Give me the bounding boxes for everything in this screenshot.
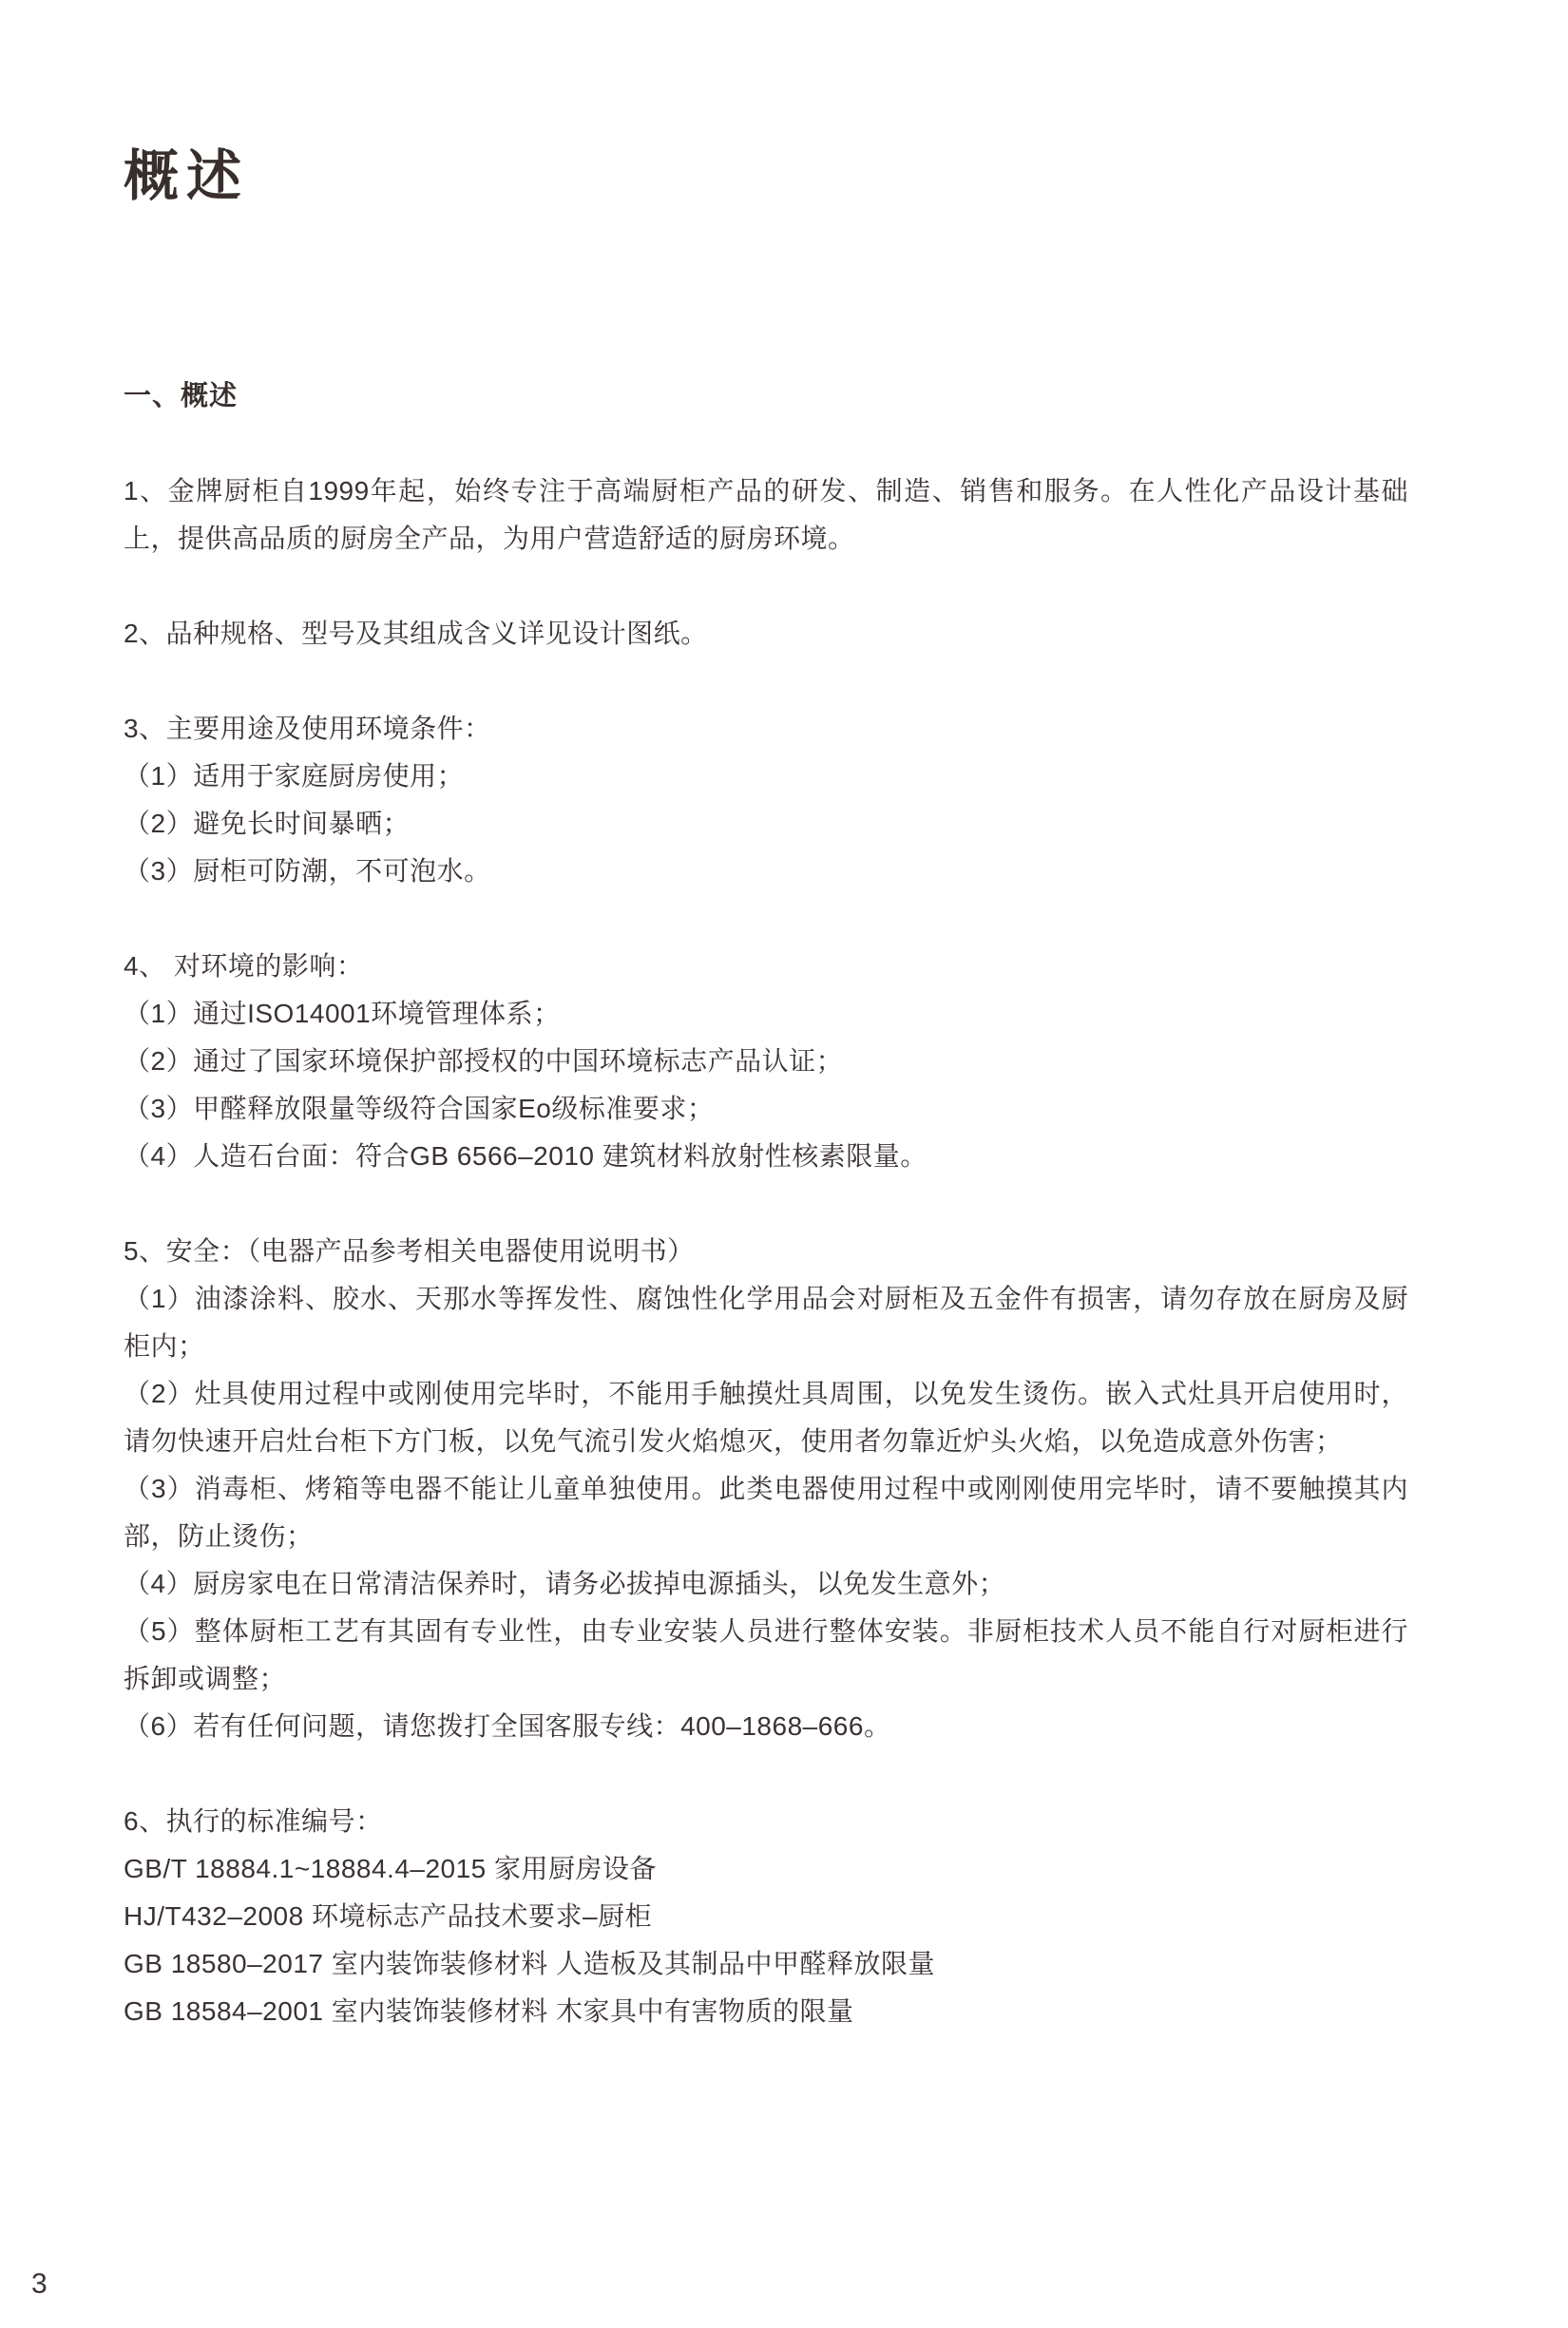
page-number: 3 bbox=[31, 2268, 48, 2299]
list-heading: 3、主要用途及使用环境条件： bbox=[124, 714, 491, 743]
block-standards bbox=[124, 1798, 1408, 2035]
page-content bbox=[124, 0, 1408, 2035]
list-item: （2）避免长时间暴晒； bbox=[124, 809, 411, 838]
standard-item: GB/T 18884.1~18884.4–2015 家用厨房设备 bbox=[124, 1854, 658, 1883]
standard-item: HJ/T432–2008 环境标志产品技术要求–厨柜 bbox=[124, 1901, 653, 1931]
list-item: （3）消毒柜、烤箱等电器不能让儿童单独使用。此类电器使用过程中或刚刚使用完毕时，请不要触摸其内部，防止烫伤； bbox=[124, 1474, 1408, 1551]
list-item: （2）灶具使用过程中或刚使用完毕时，不能用手触摸灶具周围，以免发生烫伤。嵌入式灶具开启使用时，请勿快速开启灶台柜下方门板，以免气流引发火焰熄灭，使用者勿靠近炉头火焰，以免造成意外伤害； bbox=[124, 1379, 1408, 1456]
list-item: （1）油漆涂料、胶水、天那水等挥发性、腐蚀性化学用品会对厨柜及五金件有损害，请勿存放在厨房及厨柜内； bbox=[124, 1284, 1408, 1361]
list-item: （1）适用于家庭厨房使用； bbox=[124, 761, 465, 791]
block-safety bbox=[124, 1228, 1408, 1750]
list-heading: 6、执行的标准编号： bbox=[124, 1806, 383, 1836]
list-item: （4）人造石台面：符合GB 6566–2010 建筑材料放射性核素限量。 bbox=[124, 1141, 927, 1171]
paragraph: 1、金牌厨柜自1999年起，始终专注于高端厨柜产品的研发、制造、销售和服务。在人性化产品设计基础上，提供高品质的厨房全产品，为用户营造舒适的厨房环境。 bbox=[124, 476, 1408, 553]
standard-item: GB 18580–2017 室内装饰装修材料 人造板及其制品中甲醛释放限量 bbox=[124, 1949, 936, 1978]
list-heading: 5、安全：（电器产品参考相关电器使用说明书） bbox=[124, 1236, 695, 1266]
list-heading: 4、 对环境的影响： bbox=[124, 951, 364, 981]
section-heading: 一、概述 bbox=[124, 381, 239, 411]
block-usage-conditions bbox=[124, 705, 1408, 895]
list-item: （6）若有任何问题，请您拨打全国客服专线：400–1868–666。 bbox=[124, 1711, 891, 1741]
block-environment-impact bbox=[124, 943, 1408, 1180]
list-item: （2）通过了国家环境保护部授权的中国环境标志产品认证； bbox=[124, 1046, 844, 1076]
paragraph: 2、品种规格、型号及其组成含义详见设计图纸。 bbox=[124, 619, 708, 648]
list-item: （4）厨房家电在日常清洁保养时，请务必拔掉电源插头，以免发生意外； bbox=[124, 1569, 1006, 1598]
list-item: （5）整体厨柜工艺有其固有专业性，由专业安装人员进行整体安装。非厨柜技术人员不能自行对厨柜进行拆卸或调整； bbox=[124, 1616, 1408, 1693]
block-company-intro bbox=[124, 468, 1408, 563]
list-item: （1）通过ISO14001环境管理体系； bbox=[124, 999, 561, 1028]
list-item: （3）甲醛释放限量等级符合国家Eo级标准要求； bbox=[124, 1094, 715, 1123]
page-title: 概述 bbox=[124, 145, 250, 207]
block-specifications bbox=[124, 610, 1408, 658]
list-item: （3）厨柜可防潮，不可泡水。 bbox=[124, 856, 491, 886]
standard-item: GB 18584–2001 室内装饰装修材料 木家具中有害物质的限量 bbox=[124, 1996, 854, 2026]
